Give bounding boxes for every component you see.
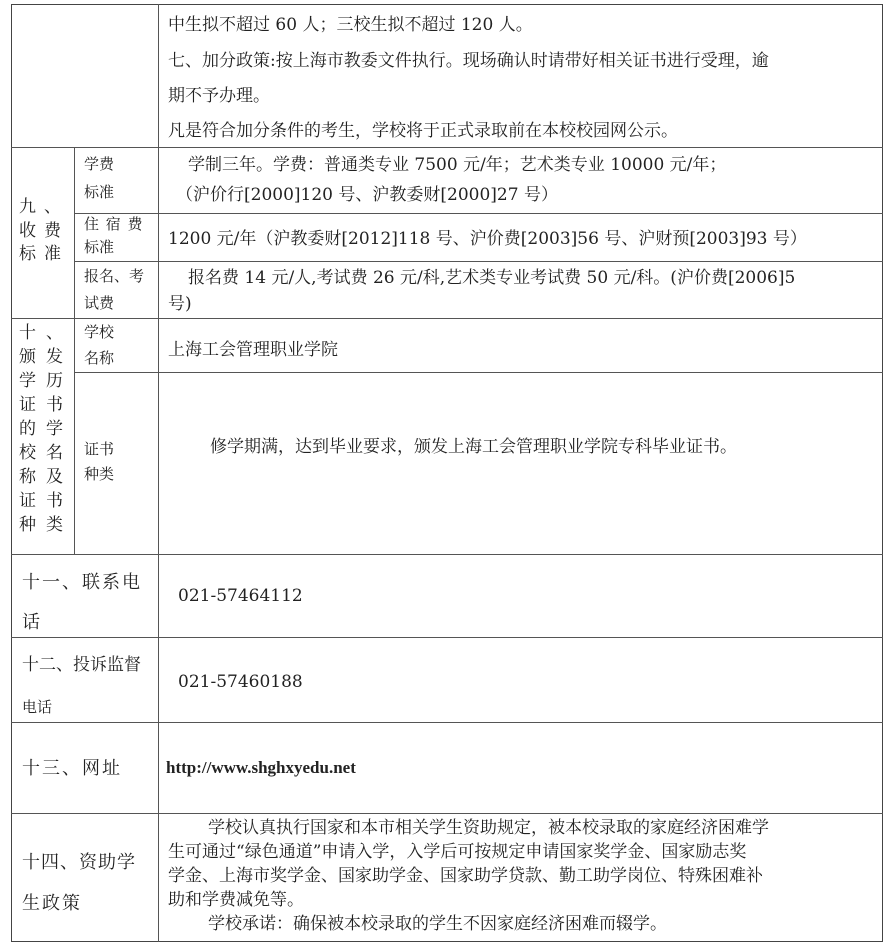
column-divider xyxy=(158,4,159,942)
contact-phone-label: 十一、联系电 xyxy=(22,572,142,593)
lodging-label: 住 宿 费 xyxy=(84,215,144,233)
row-divider xyxy=(74,261,883,262)
row-divider xyxy=(11,722,883,723)
complaint-phone-label: 十二、投诉监督 xyxy=(22,655,141,675)
fees-section-label: 九、收费标准 xyxy=(19,197,69,264)
lodging-label-cont: 标准 xyxy=(84,238,115,256)
certificate-type-label: 证书 xyxy=(84,440,115,458)
row-divider xyxy=(74,372,883,373)
website-url[interactable]: http://www.shghxyedu.net xyxy=(166,758,356,777)
contact-phone-value: 021-57464112 xyxy=(178,586,303,606)
complaint-phone-label-cont: 电话 xyxy=(22,698,53,716)
student-aid-text-cont: 助和学费减免等。 xyxy=(168,890,304,910)
row-divider xyxy=(11,637,883,638)
student-aid-text-cont: 生可通过“绿色通道”申请入学，入学后可按规定申请国家奖学金、国家励志奖 xyxy=(168,842,747,862)
website-label: 十三、网址 xyxy=(22,758,122,779)
certificate-type-label-cont: 种类 xyxy=(84,465,115,483)
school-name-value: 上海工会管理职业学院 xyxy=(168,340,338,360)
complaint-phone-value: 021-57460188 xyxy=(178,672,303,692)
school-name-label-cont: 名称 xyxy=(84,349,115,367)
tuition-text: 学制三年。学费：普通类专业 7500 元/年；艺术类专业 10000 元/年； xyxy=(188,155,727,175)
certificate-type-value: 修学期满，达到毕业要求，颁发上海工会管理职业学院专科毕业证书。 xyxy=(210,437,737,457)
enrollment-quota-text: 中生拟不超过 60 人；三校生拟不超过 120 人。 xyxy=(168,15,533,35)
student-aid-text-cont: 学金、上海市奖学金、国家助学金、国家助学贷款、勤工助学岗位、特殊困难补 xyxy=(168,866,763,886)
student-aid-promise: 学校承诺：确保被本校录取的学生不因家庭经济困难而辍学。 xyxy=(208,914,667,934)
row-divider xyxy=(11,554,883,555)
exam-fee-label-cont: 试费 xyxy=(84,294,115,312)
tuition-text-cont: （沪价行[2000]120 号、沪教委财[2000]27 号） xyxy=(176,185,558,205)
exam-fee-label: 报名、考 xyxy=(84,267,145,285)
row-divider xyxy=(11,318,883,319)
bonus-policy-text-cont: 期不予办理。 xyxy=(168,86,270,106)
row-divider xyxy=(11,813,883,814)
exam-fee-text: 报名费 14 元/人,考试费 26 元/科,艺术类专业考试费 50 元/科。(沪价费[2006]5 xyxy=(188,268,796,288)
row-divider xyxy=(11,147,883,148)
school-name-label: 学校 xyxy=(84,323,115,341)
student-aid-label-cont: 生政策 xyxy=(22,893,82,914)
lodging-text: 1200 元/年（沪教委财[2012]118 号、沪价费[2003]56 号、沪财预[2003]93 号） xyxy=(168,229,807,249)
row-divider xyxy=(74,213,883,214)
table-frame xyxy=(11,4,883,942)
student-aid-text: 学校认真执行国家和本市相关学生资助规定，被本校录取的家庭经济困难学 xyxy=(208,818,769,838)
contact-phone-label-cont: 话 xyxy=(22,612,40,633)
exam-fee-text-cont: 号) xyxy=(168,294,192,314)
bonus-policy-text: 七、加分政策:按上海市教委文件执行。现场确认时请带好相关证书进行受理，逾 xyxy=(168,51,769,71)
student-aid-label: 十四、资助学 xyxy=(22,852,136,873)
bonus-publicity-text: 凡是符合加分条件的考生，学校将于正式录取前在本校校园网公示。 xyxy=(168,121,678,141)
certificate-section-label: 十、颁发学历证书的学校名称及证书种类 xyxy=(19,323,73,535)
tuition-label: 学费 xyxy=(84,155,115,173)
tuition-label-cont: 标准 xyxy=(84,183,115,201)
